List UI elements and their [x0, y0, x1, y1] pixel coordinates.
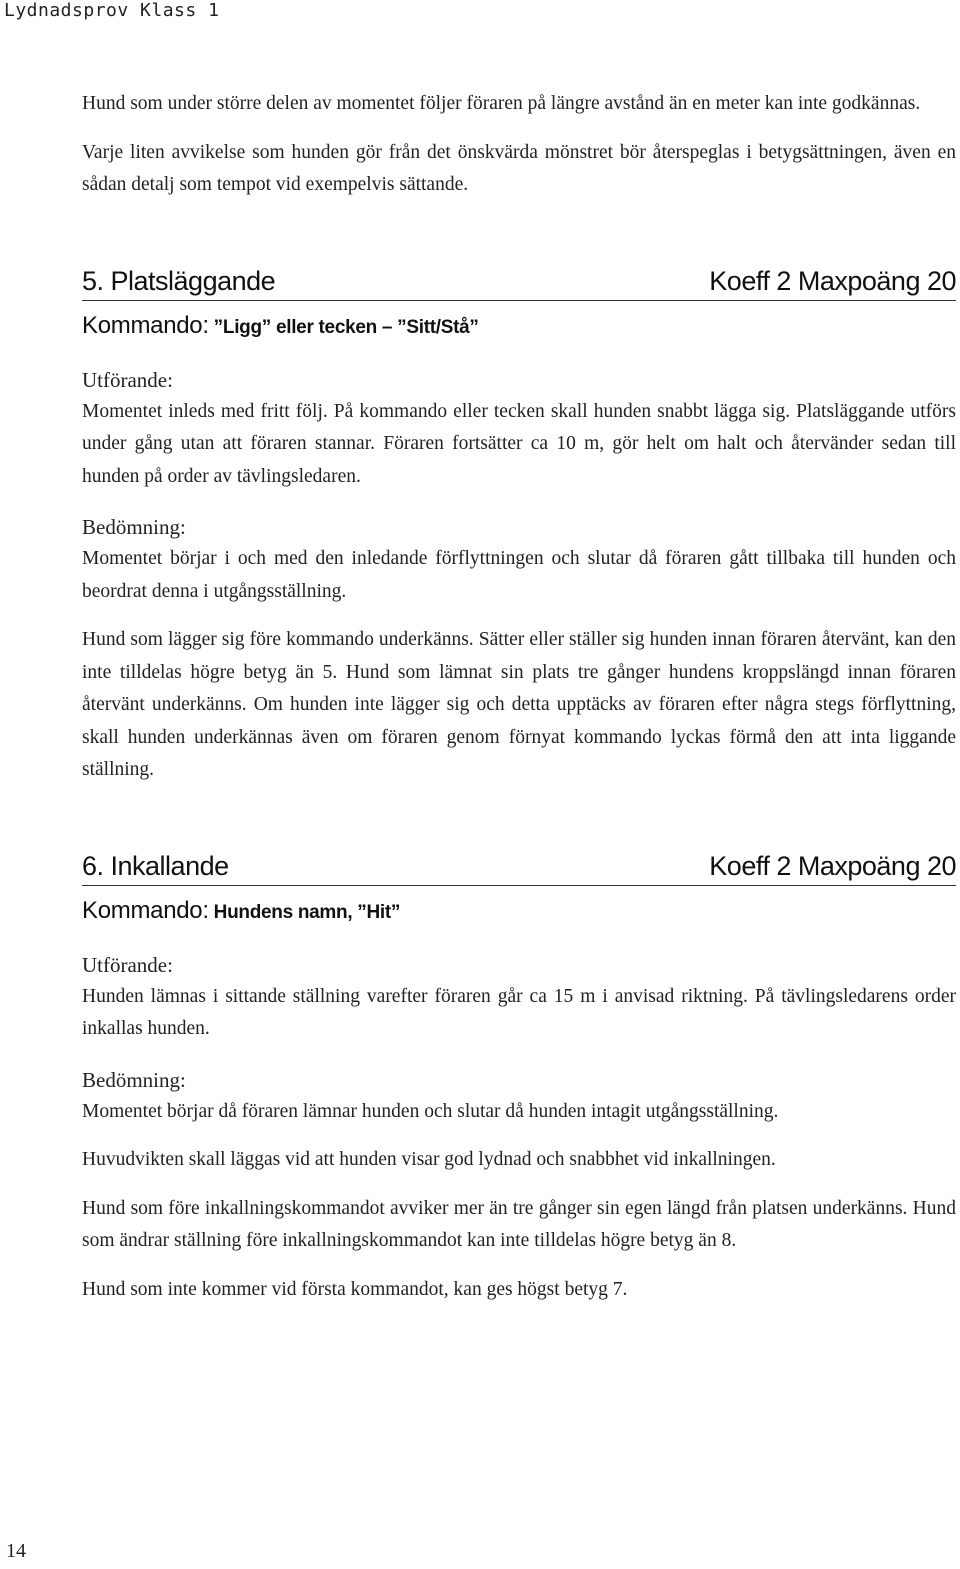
utforande-text: Momentet inleds med fritt följ. På kommando eller tecken skall hunden snabbt lägga sig. Platsläggande utförs under gång utan att föraren stannar. Föraren fortsätter ca 10 m, gör helt om halt och återvänder sedan till hunden på order av tävlingsledaren. [82, 400, 956, 487]
utforande-text: Hunden lämnas i sittande ställning varefter föraren går ca 15 m i anvisad riktning. På tävlingsledarens order inkallas hunden. [82, 985, 956, 1039]
intro-paragraph: Varje liten avvikelse som hunden gör från det önskvärda mönstret bör återspeglas i betygsättningen, även en sådan detalj som tempot vid exempelvis sättande. [82, 141, 956, 195]
page-content [82, 88, 956, 1306]
utforande-heading: Utförande: [82, 367, 173, 392]
bedomning-paragraph: Huvudvikten skall läggas vid att hunden visar god lydnad och snabbhet vid inkallningen. [82, 1149, 776, 1170]
running-header: Lydnadsprov Klass 1 [4, 0, 220, 21]
kommando-line [82, 309, 956, 346]
section-koeff: Koeff 2 Maxpoäng 20 [709, 850, 956, 881]
section-title: 6. Inkallande [82, 850, 229, 881]
section-header [82, 849, 956, 886]
bedomning-paragraph: Hund som inte kommer vid första kommandot, kan ges högst betyg 7. [82, 1278, 628, 1300]
intro-paragraph: Hund som under större delen av momentet följer föraren på längre avstånd än en meter kan inte godkännas. [82, 93, 921, 114]
page-number: 14 [6, 1540, 26, 1562]
utforande-heading: Utförande: [82, 952, 173, 977]
kommando-value: ”Ligg” eller tecken – ”Sitt/Stå” [208, 316, 479, 338]
bedomning-paragraph: Momentet börjar då föraren lämnar hunden och slutar då hunden intagit utgångsställning. [82, 1100, 779, 1122]
bedomning-heading: Bedömning: [82, 1067, 186, 1092]
bedomning-paragraph: Hund som före inkallningskommandot avviker mer än tre gånger sin egen längd från platsen underkänns. Hund som ändrar ställning före inkallningskommandot kan inte tilldelas högre betyg än 8. [82, 1197, 956, 1251]
bedomning-paragraph: Momentet börjar i och med den inledande förflyttningen och slutar då föraren gått tillbaka till hunden och beordrat denna i utgångsställning. [82, 548, 956, 602]
section-koeff: Koeff 2 Maxpoäng 20 [709, 265, 956, 296]
bedomning-heading: Bedömning: [82, 515, 186, 539]
section-title: 5. Platsläggande [82, 265, 276, 296]
bedomning-paragraph: Hund som lägger sig före kommando underkänns. Sätter eller ställer sig hunden innan föraren återvänt, kan den inte tilldelas högre betyg än 5. Hund som lämnat sin plats tre gånger hundens kroppslängd innan föraren återvänt underkänns. Om hunden inte lägger sig och detta upptäcks av föraren efter några stegs förflyttning, skall hunden underkännas även om föraren genom förnyat kommando lyckas förmå den att inta liggande ställning. [82, 629, 956, 780]
kommando-label: Kommando: [82, 311, 209, 339]
kommando-label: Kommando: [82, 896, 209, 924]
kommando-line [82, 894, 956, 931]
kommando-value: Hundens namn, ”Hit” [208, 901, 401, 923]
section-header [82, 264, 956, 301]
